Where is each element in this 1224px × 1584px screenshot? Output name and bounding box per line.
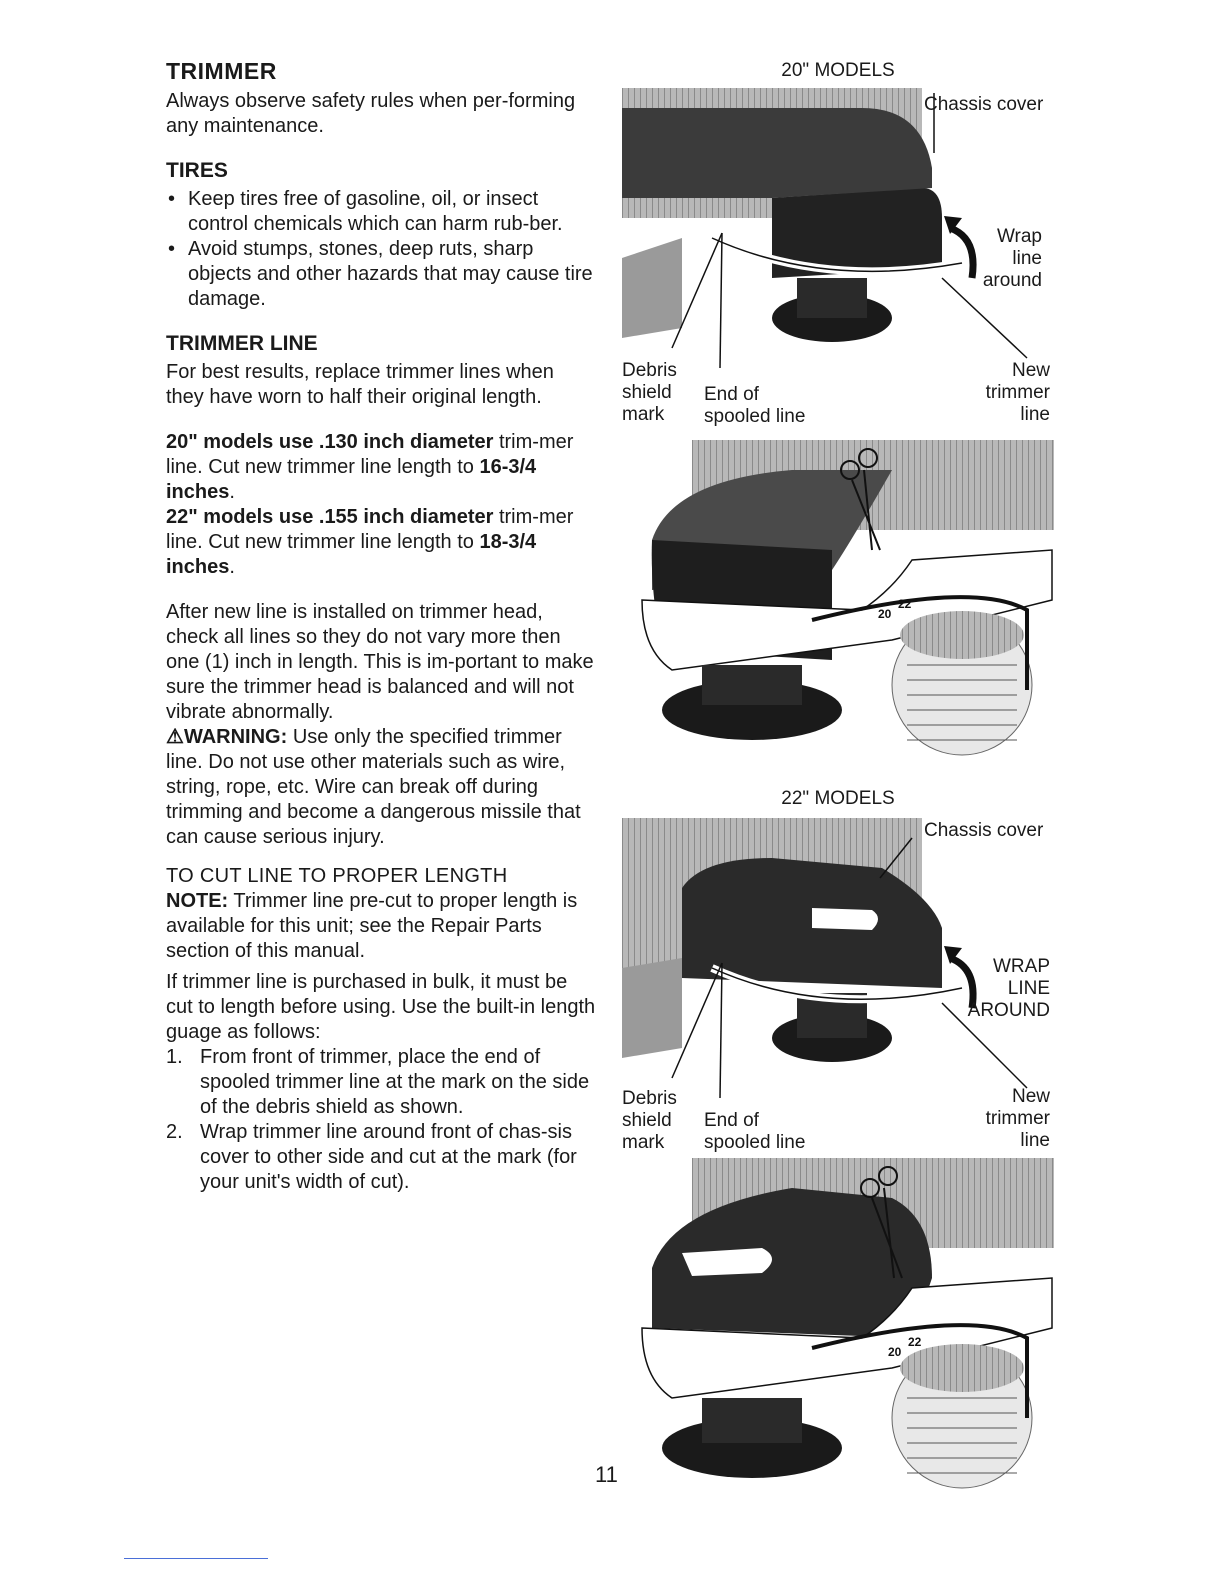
- tires-heading: TIRES: [166, 159, 228, 182]
- fig20-end-label: End of spooled line: [704, 384, 806, 427]
- gauge-mark-22: 22: [898, 597, 912, 611]
- list-item: 1. From front of trimmer, place the end of spooled trimmer line at the mark on the side of the debris shield as shown.: [166, 1046, 590, 1118]
- list-item: 2. Wrap trimmer line around front of chas-sis cover to other side and cut at the mark (for your unit's width of cut).: [166, 1121, 577, 1193]
- fig20-new-line-label: New trimmer line: [985, 360, 1050, 425]
- trimmer-line-text: For best results, replace trimmer lines when they have worn to half their original length.: [166, 361, 554, 408]
- note-text: NOTE: Trimmer line pre-cut to proper length is available for this unit; see the Repair Parts section of this manual.: [166, 890, 578, 962]
- intro-text: Always observe safety rules when per-forming any maintenance.: [166, 90, 576, 137]
- tires-list: [166, 187, 596, 312]
- fig22-wrap-label: WRAP LINE AROUND: [967, 956, 1050, 1021]
- section-title: TRIMMER: [166, 58, 277, 84]
- fig22-end-label: End of spooled line: [704, 1110, 806, 1153]
- spec-22-models: 22" models use .155 inch diameter trim-mer line. Cut new trimmer line length to 18-3/4 inches.: [166, 506, 574, 578]
- fig22-debris-label: Debris shield mark: [622, 1088, 677, 1153]
- spec-20-models: 20" models use .130 inch diameter trim-mer line. Cut new trimmer line length to 16-3/4 inches.: [166, 431, 574, 503]
- fig20-chassis-label: Chassis cover: [924, 94, 1044, 115]
- footer-rule: [124, 1558, 268, 1559]
- gauge-mark-22: 22: [908, 1335, 922, 1349]
- fig22-new-line-label: New trimmer line: [985, 1086, 1050, 1151]
- warning-label: WARNING:: [183, 726, 288, 748]
- gauge-mark-20: 20: [888, 1345, 902, 1359]
- warning-text: ⚠WARNING: Use only the specified trimmer line. Do not use other materials such as wire, string, rope, etc. Wire can break off during trimming and become a dangerous missile that can cause serious injury.: [166, 726, 581, 848]
- list-item: • Keep tires free of gasoline, oil, or insect control chemicals which can harm rub-ber.: [166, 187, 596, 237]
- warning-icon: ⚠: [166, 726, 184, 748]
- figures-column: [622, 58, 1054, 1498]
- list-item: • Avoid stumps, stones, deep ruts, sharp objects and other hazards that may cause tire damage.: [166, 237, 596, 312]
- fig20-cut-illustration: [632, 440, 1054, 770]
- cut-heading: TO CUT LINE TO PROPER LENGTH: [166, 865, 508, 887]
- after-install-text: After new line is installed on trimmer head, check all lines so they do not vary more then one (1) inch in length. This is im-portant to make sure the trimmer head is balanced and will not vibrate abnormally.: [166, 601, 594, 723]
- steps-list: [166, 1045, 596, 1195]
- bulk-text: If trimmer line is purchased in bulk, it must be cut to length before using. Use the built-in length guage as follows:: [166, 971, 596, 1043]
- fig20-wrap-label: Wrap line around: [982, 226, 1042, 291]
- note-label: NOTE:: [166, 890, 229, 912]
- fig20-title: 20" MODELS: [781, 60, 895, 81]
- gauge-mark-20: 20: [878, 607, 892, 621]
- fig22-title: 22" MODELS: [781, 788, 895, 809]
- left-column: [166, 58, 596, 1195]
- fig22-chassis-label: Chassis cover: [924, 820, 1044, 841]
- trimmer-line-heading: TRIMMER LINE: [166, 332, 318, 355]
- fig20-debris-label: Debris shield mark: [622, 360, 677, 425]
- page-number: 11: [595, 1462, 618, 1487]
- fig22-cut-illustration: [632, 1158, 1054, 1498]
